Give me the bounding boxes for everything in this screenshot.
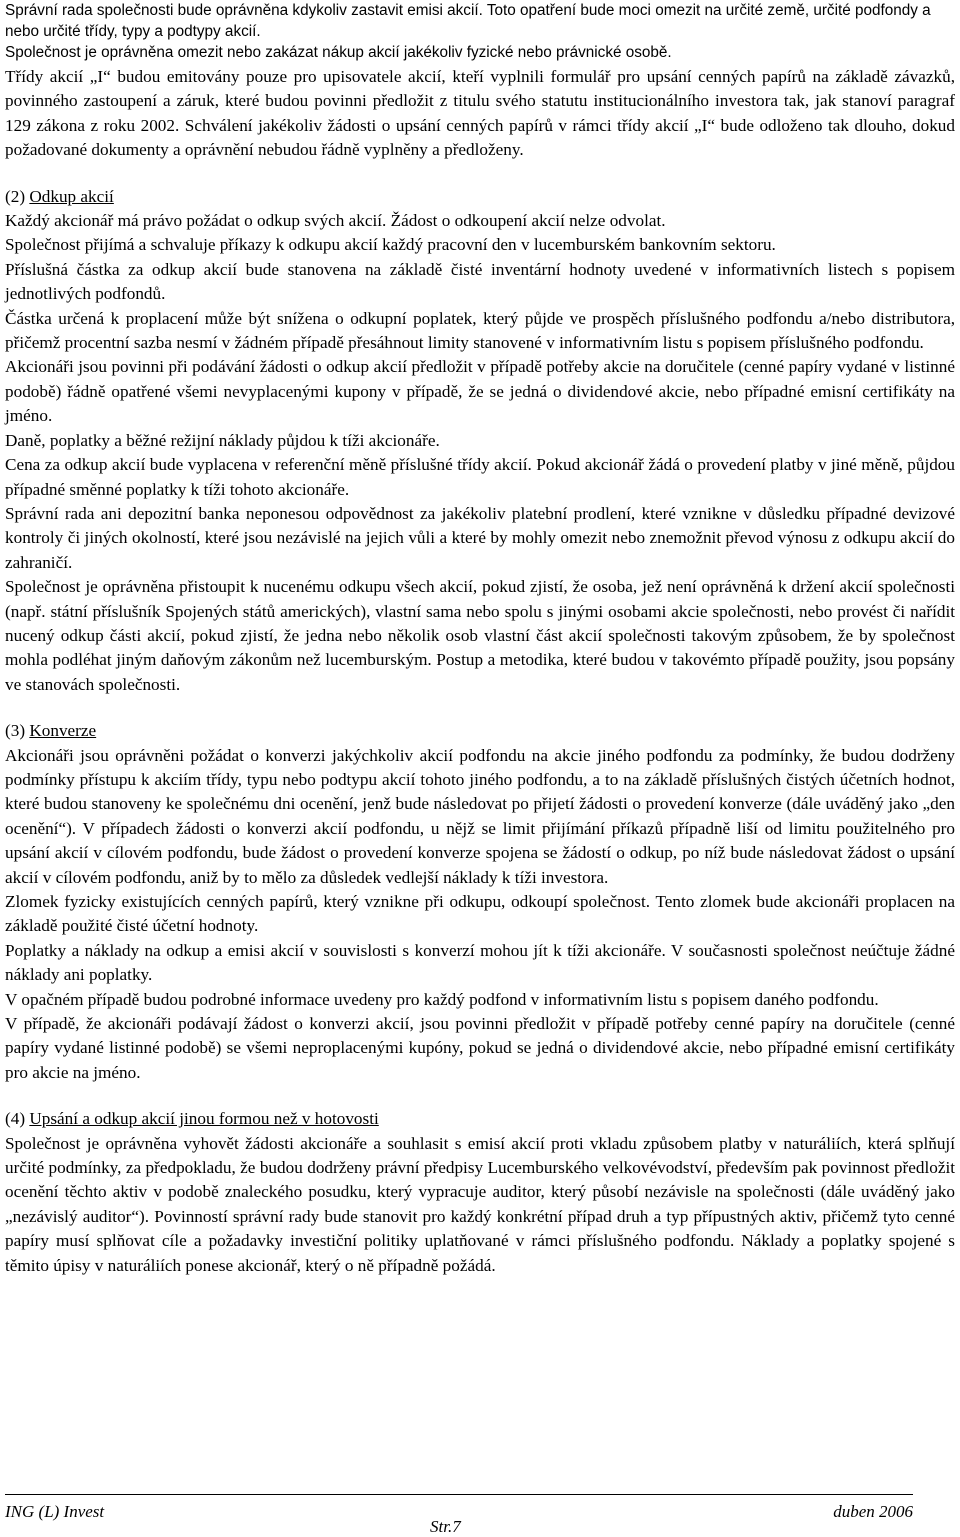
paragraph: Částka určená k proplacení může být snížena o odkupní poplatek, který půjde ve prospěch příslušného podfondu a/nebo distributora, přičemž procentní sazba nesmí v žádném případě přesáhnout limity stanovené v informativním listu s popisem příslušného podfondu. [5,308,955,353]
paragraph: V případě, že akcionáři podávají žádost o konverzi akcií, jsou povinni předložit v případě potřeby cenné papíry na doručitele (cenné papíry vydané listinné podobě) se všemi neproplacenými kupóny, pokud se jedná o dividendové akcie, nebo případné emisní certifikáty pro akcie na jméno. [5,1014,955,1082]
paragraph: Každý akcionář má právo požádat o odkup svých akcií. Žádost o odkoupení akcií nelze odvolat. [5,211,666,231]
footer-date: duben 2006 [833,1502,913,1521]
paragraph: Příslušná částka za odkup akcií bude stanovena na základě čisté inventární hodnoty uvedené v informativních listech s popisem jednotlivých podfondů. [5,259,955,304]
paragraph: Správní rada společnosti bude oprávněna kdykoliv zastavit emisi akcií. Toto opatření bude moci omezit na určité země, určité podfondy a nebo určité třídy, typy a podtypy akcií. [5,2,931,40]
document-body [5,0,955,1278]
page-number: Str.7 [430,1517,461,1536]
paragraph: Cena za odkup akcií bude vyplacena v referenční měně příslušné třídy akcií. Pokud akcionář žádá o provedení platby v jiné měně, půjdou případné směnné poplatky k tíži tohoto akcionáře. [5,455,955,499]
section-heading-in-kind: (4) Upsání a odkup akcií jinou formou než v hotovosti [5,1109,379,1129]
paragraph: Zlomek fyzicky existujících cenných papírů, který vznikne při odkupu, odkoupí společnost. Tento zlomek bude akcionáři proplacen na základě použité čisté účetní hodnoty. [5,892,955,936]
section-heading-conversion: (3) Konverze [5,721,97,741]
paragraph: Společnost je oprávněna omezit nebo zakázat nákup akcií jakékoliv fyzické nebo právnické osobě. [5,44,672,61]
paragraph: Akcionáři jsou povinni při podávání žádosti o odkup akcií předložit v případě potřeby akcie na doručitele (cenné papíry vydané v listinné podobě) řádně opatřené všemi nevyplacenými kupony v případě, že se jedná o dividendové akcie, nebo případné emisní certifikáty na jméno. [5,357,955,426]
paragraph: Společnost je oprávněna vyhovět žádosti akcionáře a souhlasit s emisí akcií proti vkladu způsobem platby v naturáliích, která splňují určité podmínky, za předpokladu, že budou dodrženy právní předpisy Lucemburského velkovévodství, především pak povinnost předložit ocenění těchto aktiv v podobě znaleckého posudku, který vypracuje auditor, který působí nezávisle na společnosti (dále uváděný jako „nezávislý auditor“). Povinností správní rady bude stanovit pro každý konkrétní případ druh a typ přípustných aktiv, přičemž tyto cenné papíry musí splňovat cíle a požadavky investiční politiky uplatňované v rámci příslušného podfondu. Náklady a poplatky spojené s těmito úpisy v naturáliích ponese akcionář, který o ně případně požádá. [5,1133,955,1275]
paragraph: Daně, poplatky a běžné režijní náklady půjdou k tíži akcionáře. [5,430,440,450]
paragraph: V opačném případě budou podrobné informace uvedeny pro každý podfond v informativním listu s popisem daného podfondu. [5,989,879,1009]
paragraph: Poplatky a náklady na odkup a emisi akcií v souvislosti s konverzí mohou jít k tíži akcionáře. V současnosti společnost neúčtuje žádné náklady ani poplatky. [5,940,955,985]
paragraph: Společnost je oprávněna přistoupit k nucenému odkupu všech akcií, pokud zjistí, že osoba, jež není oprávněná k držení akcií společnosti (např. státní příslušník Spojených států amerických), vlastní sama nebo spolu s jinými osobami akcie společnosti, nebo provést či nařídit nucený odkup části akcií, pokud zjistí, že jedna nebo několik osob vlastní část akcií společnosti takovým způsobem, že by společnost mohla podléhat jiným daňovým zákonům než lucemburským. Postup a metodika, které budou v takovémto případě použity, jsou popsány ve stanovách společnosti. [5,577,955,694]
section-heading-redemption: (2) Odkup akcií [5,186,114,206]
paragraph: Třídy akcií „I“ budou emitovány pouze pro upisovatele akcií, kteří vyplnili formulář pro upsání cenných papírů na základě závazků, povinného zastoupení a záruk, které budou povinni předložit z titulu svého statutu institucionálního investora tak, jak stanoví paragraf 129 zákona z roku 2002. Schválení jakékoliv žádosti o upsání cenných papírů v rámci třídy akcií „I“ bude odloženo tak dlouho, dokud požadované dokumenty a oprávnění nebudou řádně vyplněny a předloženy. [5,67,955,160]
paragraph: Správní rada ani depozitní banka neponesou odpovědnost za jakékoliv platební prodlení, které vznikne v důsledku případné devizové kontroly či jiných okolností, které jsou nezávislé na jejich vůli a které by mohly omezit nebo znemožnit převod výnosu z odkupu akcií do zahraničí. [5,503,955,572]
paragraph: Společnost přijímá a schvaluje příkazy k odkupu akcií každý pracovní den v lucemburském bankovním sektoru. [5,235,776,255]
paragraph: Akcionáři jsou oprávněni požádat o konverzi jakýchkoliv akcií podfondu na akcie jiného podfondu za podmínky, že budou dodrženy podmínky přístupu k akciím třídy, typu nebo podtypu akcií tohoto jiného podfondu, a to na základě příslušných čistých účetních hodnot, které budou stanoveny ke společnému dni ocenění, jenž bude následovat po přijetí žádosti o provedení konverze (dále uváděný jako „den ocenění“). V případech žádosti o konverzi akcií podfondu, u nějž se limit přijímání příkazů případně liší od limitu použitelného pro upsání akcií v cílovém podfondu, bude žádost o provedení konverze spojena se žádostí o odkup, po níž bude následovat žádost o upsání akcií v cílovém podfondu, aniž by to mělo za důsledek vedlejší náklady k tíži investora. [5,745,955,887]
footer-company: ING (L) Invest [5,1502,105,1521]
footer-rule [5,1494,913,1495]
